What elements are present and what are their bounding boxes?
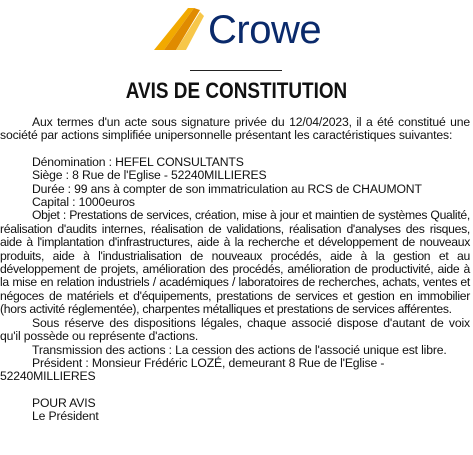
duree-field: Durée : 99 ans à compter de son immatriculation au RCS de CHAUMONT <box>32 181 422 196</box>
objet-field: Objet : Prestations de services, création, mise à jour et maintien de systèmes Qualité, réalisation d'audits internes, réalisation de validations, réalisation d'analyses des risques, aide à l'implantation d'infrastructures, aide à la recherche et développement de nouveaux produits, aide à l'industrialisation de nouveaux procédés, aide à la gestion et au développement de projets, amélioration des procédés, amélioration de productivité, aide à la mise en relation industriels / académiques / laboratoires de recherches, achats, ventes et négoces de matériels et d'équipements, prestations de services et gestion en immobilier (hors activité réglementée), charpentes métalliques et prestations de services afférentes. <box>0 208 470 317</box>
transmission-paragraph: Transmission des actions : La cession des actions de l'associé unique est libre. <box>32 342 447 357</box>
capital-field: Capital : 1000euros <box>32 195 135 210</box>
signature-line-2: Le Président <box>32 409 99 424</box>
signature-line-1: POUR AVIS <box>32 395 96 410</box>
intro-paragraph: Aux termes d'un acte sous signature privée du 12/04/2023, il a été constitué une société par actions simplifiée unipersonnelle présentant les caractéristiques suivantes: <box>0 115 470 143</box>
denomination-field: Dénomination : HEFEL CONSULTANTS <box>32 154 244 169</box>
crowe-chevron-logo-icon <box>150 6 206 52</box>
crowe-logo <box>150 6 330 56</box>
spacer <box>0 384 470 397</box>
spacer <box>0 143 470 156</box>
notice-body <box>0 116 470 424</box>
notice-title: AVIS DE CONSTITUTION <box>125 78 348 103</box>
title-divider <box>190 70 282 71</box>
reserve-paragraph: Sous réserve des dispositions légales, chaque associé dispose d'autant de voix qu'il possède ou représente d'actions. <box>0 315 470 344</box>
president-address-tail: 52240MILLIERES <box>0 369 96 384</box>
president-paragraph: Président : Monsieur Frédéric LOZÉ, demeurant 8 Rue de l'Eglise - <box>32 355 385 370</box>
brand-name: Crowe <box>208 8 322 52</box>
siege-field: Siège : 8 Rue de l'Eglise - 52240MILLIERES <box>32 168 267 183</box>
